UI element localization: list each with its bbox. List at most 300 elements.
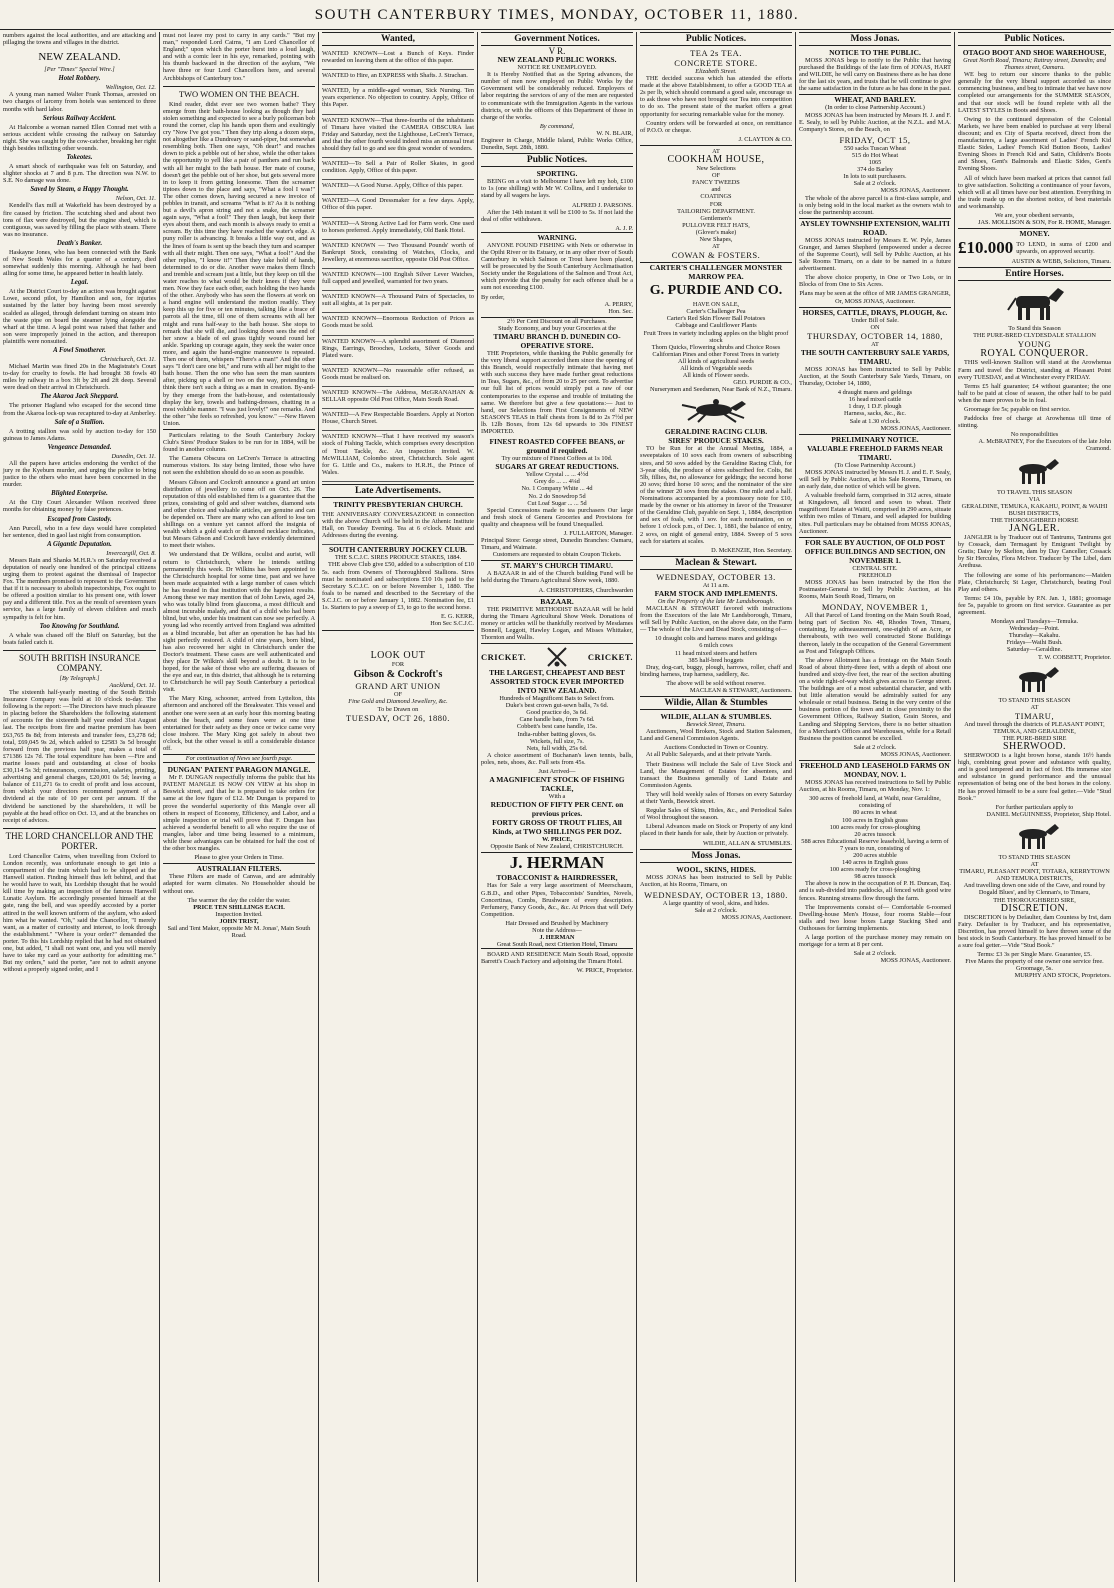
jangler-name: JANGLER. [1009,523,1060,535]
filters-invite: Inspection Invited. [215,910,263,918]
chancellor-title: THE LORD CHANCELLOR AND THE PORTER. [3,828,156,851]
valuable-head: VALUABLE FREEHOLD FARMS NEAR TIMARU. [807,443,943,462]
purdie-item: Californian Pines and other Forest Trees in variety [652,350,780,358]
maclean-stewart-title: Maclean & Stewart. [640,556,792,570]
jockey-paragraph: Particulars relating to the South Canterbury Jockey Club's Sires' Produce Stakes to be run for in 1884, will be found in another column. [163,429,315,453]
trout-flies: FORTY GROSS OF TROUT FLIES, All Kinds, at TWO SHILLINGS PER DOZ. [492,818,622,837]
leasehold-item: 100 acres ready for cross-ploughing [829,823,921,831]
money-ad [958,238,1111,258]
wheat-date: FRIDAY, OCT 15, [839,134,911,145]
thoroughbred-horse-icon [1005,456,1065,486]
government-notices-title: Government Notices. [481,32,633,46]
ms-signature: MACLEAN & STEWART, Auctioneers. [689,687,792,694]
news-byline: [Per "Times" Special Wire.] [44,66,115,74]
discretion-signature: MURPHY AND STOCK, Proprietors. [1014,972,1111,980]
wheat-sample: The whole of the above parcel is a first-class sample, and is only being sold in the local market as the owners wish to close the partnership account. [799,194,951,216]
sugar-list [481,471,633,506]
insurance-date: Auckland, Oct. 11. [109,681,156,689]
valuable-text: MOSS JONAS instructed by Messrs H. J. and E. F. Sealy, will Sell by Public Auction, at his Sale Rooms, Timaru, on an early date, due notice of which will be given. [799,468,951,491]
discretion-text: DISCRETION is by Defaulter, dam Countess by Irst, dam Fairy. Defaulter is by Traducer, and his representative, Discretion, has proved himself to have thrown some of the best stock in South Canterbury. He has proved himself to be a sure foal getter.—Vide "Stud Book." [958,913,1111,949]
wanted-ad [322,180,474,195]
purdie-signature: GEO. PURDIE & CO., [733,379,792,387]
news-title: NEW ZEALAND. [38,51,121,64]
wanted-ad [322,365,474,387]
cricket-choice: A choice assortment of Buchanan's lawn tennis, balls, poles, nets, shoes, &c. Full sets from 45s. [481,751,633,766]
wheat-time: Sale at 2 o'clock. [853,180,897,188]
wool-text: MOSS JONAS has been instructed to Sell by Public Auction, at his Rooms, Timaru, on [640,873,792,888]
ms-item: 385 half-bred hoggets [688,656,744,664]
art-union-ad [322,630,474,723]
filters-title: AUSTRALIAN FILTERS. [163,863,315,873]
trinity-text: THE ANNIVERSARY CONVERSAZIONE in connection with the above Church will be held in the Athenic Institute Hall, on Tuesday Evening. Tea at 6 o'clock. Music and Addresses during the evening. [322,510,474,540]
yc-text: THIS well-known Stallion will stand at the Arowhenua Farm and travel the District, standing at Pleasant Point every TUESDAY, and at Winchester every FRIDAY. [958,359,1111,381]
concrete-text: THE decided success which has attended the efforts made at the above Establishment, to offer a GOOD TEA at 2s per lb, which should command a good sale, encourage us to ask those who have not brought our Tea into competition to do so. The present state of the market offers a great opportunity for securing remarkable value for the money. [640,75,792,118]
news-item-head: Saved by Steam, a Happy Thought. [30,186,129,194]
horses-time: Sale at 1.30 o'clock. [849,417,901,425]
wanted-ad-text: WANTED KNOWN—The Address, McGRANAHAN & SELLAR opposite Old Post Office, Main South Road. [322,389,474,404]
leasehold-list [799,795,951,880]
sires-head: THE S.C.J.C. SIRES PRODUCE STAKES, 1884. [334,554,462,562]
cricket-heading [481,643,633,668]
sires-signature-title: Hon Sec S.C.J.C. [430,620,474,628]
wanted-ad [322,195,474,217]
was-regular: Regular Sales of Skins, Hides, &c., and Periodical Sales of Wool throughout the season. [640,807,792,822]
jangler-day: Thursday—Kakahu. [1008,632,1061,640]
wheat-item: 515 do Hot Wheat [851,151,899,159]
yc-terms: Terms £5 half guarantee; £4 without guarantee; the one half to be paid at close of season, the other half to be paid when the mare proves to be in foal. [958,382,1111,404]
coffee-head: FINEST ROASTED COFFEE BEANS, or ground if required. [489,437,625,456]
just-arrived: Just Arrived— [538,768,576,776]
pullover-line: PULLOVER FELT HATS, [682,221,750,229]
leasehold-text: MOSS JONAS has received instructions to Sell by Public Auction, at his Rooms, Timaru, on Monday, Nov. 1: [799,779,951,794]
leasehold-item: 200 acres stubble [853,851,897,859]
money-amount: £10.000 [958,238,1014,258]
late-ads-title: Late Advertisements. [322,484,474,498]
wanted-ad-text: WANTED KNOWN — Two Thousand Pounds' worth of Bankrupt Stock, consisting of Watches, Clocks, and Jewellery, at enormous sacrifice, opposite Old Post Office. [322,241,474,263]
sporting-signature-2: A. J. P. [615,224,633,232]
cookham-item: COATINGS [700,193,732,201]
insurance-text: The sixteenth half-yearly meeting of the South British Insurance Company was held at 10 o'clock to-day. The following is the report: —The Directors have much pleasure in placing before the Shareholders the following statement of accounts for the sixteenth half year ended 31st August last. The receipts from fire and marine premium has been £63,765 8s 8d; from interests and transfer fees, £3,278 6d; total, £69,045 9s 2d, which added to £2583 3s 5d brought forward from the previous half year, makes a total of £71386 12s 7d. The total expenditure has been —Fire and marine losses paid and outstanding at close of books £30,114 5s 3d; reinsurances, commission, salaries, printing, advertising and general charges, £20,001 0s 5d; leaving a balance of £11,271 6s to credit of profit and loss account, from which your directors recommend payment of a dividend at the rate of 10 per cent per annum. If the dividend be sanctioned by the shareholders, it will be payable at the head office on Oct. 13, and at the branches on receipt of advices. [3,689,156,824]
for-text: FOR [391,661,405,669]
yc-pure: THE PURE-BRED CLYDESDALE STALLION [973,332,1096,340]
discretion-at: AT [1030,861,1039,869]
store-address: Principal Store: George street, Dunedin Branches: Oamaru, Timaru, and Waimate. [481,537,633,552]
jangler-terms: Terms: £4 10s, payable by P.N. Jan. 1, 1881; groomage fee 5s, payable to groom on first service. Guarantee as per agreement. [958,594,1111,616]
bazaar-head: BAZAAR. [481,596,633,606]
news-item-text: Kendell's flax mill at Wakefield has been destroyed by a fire caused by friction. The scutching shed and about two tons of flax were destroyed, but the engine shed, which is contiguous, was saved by filling the place with steam. There was no insurance. [3,202,156,238]
warning-head: WARNING. [481,232,633,242]
purdie-item: All kinds of agricultural seeds [678,357,754,365]
otago-text-3: All of which have been marked at prices that cannot fail to give satisfaction. Soliciting a continuance of your favors, which will at all times have our best attention. Everything in the trade made up on the shortest notice, of best materials and workmanship. [958,174,1111,210]
camera-paragraph: The Camera Obscura on LeCren's Terrace is attracting numerous visitors. Its stay being limited, those who have not seen the exhibition should do so as soon as possible. [163,455,315,477]
special-text: Special Concessions made to tea purchasers Our large and fresh stock of Genera Groceries and Provisions for quality and cheapness will be found Unequalled. [481,506,633,528]
leasehold-item: 98 acres tussock [854,873,896,881]
wanted-ad [322,115,474,158]
beach-title: TWO WOMEN ON THE BEACH. [163,86,315,99]
jangler-tb: THE THOROUGHBRED HORSE [990,516,1079,524]
horses-signature: MOSS JONAS, Auctioneer. [880,424,951,432]
filters-extra: The warmer the day the colder the water. [187,896,291,904]
filters-signature: JOHN TRIST, [219,917,259,925]
geraldine-signature: D. McKENZIE, Hon. Secretary. [711,546,792,554]
moss-jonas-title: Moss Jonas. [799,32,951,46]
concrete-address: Elizabeth Street. [695,68,737,75]
trinity-head: TRINITY PRESBYTERIAN CHURCH. [333,499,463,509]
tea-head: TEA 2s TEA. [690,48,742,58]
news-item-date: Christchurch, Oct. 11. [100,356,156,363]
horses-on: ON [870,323,880,331]
wanted-ad-text: WANTED KNOWN—A Thousand Pairs of Spectacles, to suit all sights, at 1s per pair. [322,293,474,308]
warning-by: By order, [481,293,505,301]
cricket-item: Cobbett's best cane handle, 15s. [516,723,598,731]
otago-text: WE beg to return our sincere thanks to the public generally for the very liberal support accorded us since commencing business, and beg to intimate that we have now completed our arrangements for the SUMMER SEASON, and that our stock will be found replete with all the LATEST STYLES in Boots and Shoes. [958,71,1111,114]
leasehold-improvements: The Improvements consist of— Comfortable 6-roomed Dwelling-house Men's House, four rooms Stable—four stalls and two loose boxes Large Stacking Shed and Outhouses for farming implements. [799,903,951,932]
geraldine-head: GERALDINE RACING CLUB. [664,427,768,437]
news-item-text: The prisoner Hagland who escaped for the second time from the Akaroa lock-up was recaptured to-day at Amberley. [3,402,156,417]
insurance-title: SOUTH BRITISH INSURANCE COMPANY. [3,650,156,673]
sherwood-name: SHERWOOD. [1002,741,1067,753]
concrete-head: CONCRETE STORE. [674,58,758,68]
mangle-text: Mr F. DUNGAN respectfully informs the public that his PATENT MANGLE IS NOW ON VIEW at his shop in Beswick street, and that he is prepared to take orders for same at the low figure of £12. Mr Dungan is prepared to prove the wonderful superiority of this Mangle over all others in respect of Economy, Efficiency, and Labor, and a simple inspection or trial will prove that F. Dungan has achieved a wonderful benefit to all who require the use of mangles, labor and time being lessened to a minimum, while these advantages can be obtained for half the cost of the other box mangles. [163,774,315,853]
fullarton-signature: J. FULLARTON, Manager. [563,529,633,537]
horses-item: 4 draught mares and geldings [837,389,913,397]
draw-date: TUESDAY, OCT 26, 1880. [346,712,450,723]
otago-text-4: We are, your obedient servants, [994,211,1075,219]
herman-note: Note the Address— [532,926,582,934]
money-text: TO LEND, in sums of £200 and upwards, on approved security. [1016,241,1111,256]
purdie-item: All kinds of Vegetable seeds [680,365,752,372]
post-office-desc: All that Parcel of Land fronting on the Main South Road, being part of Section No. 48, Rhodes Town, Timaru, containing, by admeasurement, one-eighth of an Acre, or thereabouts, with two well constructed Stone Buildings thereon, lately in the occupation of the General Government as Post and Telegraph Offices. [799,612,951,655]
news-item-date: Nelson, Oct. 11. [115,195,156,203]
wanted-ad-text: WANTED—A Few Respectable Boarders. Apply at Norton House, Church Street. [322,411,474,426]
of-text: OF [393,691,403,699]
horses-list [799,389,951,417]
news-item-text: At Halcombe a woman named Ellen Conrad met with a serious accident while crossing the railway on Saturday night. She was caught by the cow-catcher, breaking her right thigh besides inflicting other wounds. [3,123,156,152]
column-2 [160,32,318,1582]
horses-item: Harness, sacks, &c., &c. [844,410,906,418]
wanted-ad-text: WANTED to Hire, an EXPRESS with Shafts. J. Strachan. [322,72,468,80]
horses-yards: THE SOUTH CANTERBURY SALE YARDS, TIMARU. [800,347,950,366]
warning-signature-title: Hon. Sec. [608,307,633,315]
yc-paddock: Paddocks free of charge at Arowhenua till time of stinting. [958,415,1111,430]
discretion-tb: THE THOROUGHBRED SIRE, [993,896,1076,904]
was-business: Their Business will include the Sale of Live Stock and Land, the Management of Estates for absentees, and transact the Business generally of Land Estate and Commission Agents. [640,760,792,789]
preliminary-notice: PRELIMINARY NOTICE. [799,434,951,444]
cowan-line: COWAN & FOSTERS. [671,250,761,261]
cricket-item: Cane handle bats, from 7s 6d. [519,716,595,724]
column-4 [478,32,636,1582]
horses-text: MOSS JONAS has been instructed to Sell by Public Auction, at the South Canterbury Sale Yards, Timaru, on Thursday, October 14, 1880, [799,365,951,388]
wool-signature: MOSS JONAS, Auctioneer. [721,913,792,921]
post-office-desc-2: The above Allotment has a frontage on the Main South Road of about thirty-three feet, with a depth of about one hundred and sixty-five feet, the rear of the section abutting on a wide right-of-way which gives access to George street. The buildings are of a most substantial character, and with but little alteration would be admirably suited for any wholesale or retail business. Being in the very centre of the business portion of the town and in close proximity to the Government Offices, Railway Station, Grain Stores, and Landing and Shipping Services, there is no better situation for a Merchant's Offices and Warehouses, while for a Retail Business the position cannot be excelled. [799,656,951,742]
bazaar-text: THE PRIMITIVE METHODIST BAZAAR will be held during the Timaru Agricultural Show Week. Donations of money or articles will be thankfully received by Mesdames Bonnell, Leggott, Hawley Logan, and Misses Whittaker, Thornton and Wallis. [481,605,633,641]
mangle-call: Please to give your Orders in Time. [194,854,284,862]
aysley-head: AYSLEY TOWNSHIP EXTENSION, WALITI ROAD. [800,218,950,237]
was-address: Beswick Street, Timaru. [686,721,746,729]
cricket-item: Good practice do, 3s 6d. [526,709,588,717]
chancellor-text: Lord Chancellor Cairns, when travelling from Oxford to London recently, was unfortunate enough to get into a compartment of the train which had to be slipped at the Hanwell station. Finding himself thus left behind, and that he would have to wait, his Lordship thought that he would kill time by making an inspection of the famous Hanwell Lunatic Asylum. He accordingly presented himself at the gate, rang the bell, and was speedily accosted by a porter attired in the well known uniform of the asylum, who asked him what he wanted. "Oh," said the Chancellor, "I merely want, as a matter of curiosity and interest, to look through the establishment." "Where is your order?" demanded the porter. To this his Lordship replied that he had not obtained one, but added, "I shall not want one, and you will merely have to take my card as your authority for admitting me." But my orders," said the porter, "are not to admit anyone without a properly signed order, and I [3,852,156,974]
coop-head: TIMARU BRANCH D. DUNEDIN CO-OPERATIVE STORE. [493,332,621,350]
geraldine-sub: SIRES' PRODUCE STAKES. [668,436,764,446]
news-item-text: Messrs Rain and Shanks M.H.R.'s on Saturday received a deputation of nearly one hundred of the principal citizens urging them to protest against the dismissal of Inspector Fox. The members promised to represent to the Government that if it is necessary to abolish inspectorships, Fox ought to be offered a position similar to his present one, with lower pay and a different title. Fox as the result of seventeen years service, has a large family of eleven children and much sympathy is felt for him. [3,556,156,621]
leasehold-item: 20 acres tussock [854,830,896,838]
leasehold-item: 100 acres ready for cross-ploughing [829,866,921,874]
wheat-item: 374 do Barley [857,166,893,174]
cricket-head: THE LARGEST, CHEAPEST AND BEST ASSORTED STOCK EVER IMPORTED INTO NEW ZEALAND. [489,668,625,696]
was-conducted: Auctions Conducted in Town or Country. [664,744,768,752]
sherwood-pure: THE PURE-BRED SIRE [1002,735,1067,742]
horses-head: HORSES, CATTLE, DRAYS, PLOUGH, &c. [799,307,951,317]
column-1 [0,32,159,1582]
sccj-head: SOUTH CANTERBURY JOCKEY CLUB. [329,545,467,555]
discretion-travel: And travelling down one side of the Cave, and round by Dogald Blues', and by Clennan's, to Timaru, [963,882,1106,897]
herman-address: Great South Road, next Criterion Hotel, Timaru [496,941,618,949]
discretion-horse-icon [1005,821,1065,851]
public-works-signature-title: Engineer in Charge, Middle Island, Public Works Office, Dunedin, Sept. 28th, 1880. [481,137,633,152]
ms-dray: Dray, dog-cart, buggy, plough, harrows, roller, chaff and binding harness, trap harness, saddlery, &c. [640,663,792,678]
sugar-item: Cut Loaf Sugar ... ... 5d [527,499,587,507]
cookham-at: AT [712,147,720,155]
yc-young: YOUNG [1017,339,1052,350]
was-yards: At all Public Saleyards, and at their private Yards. [646,751,772,759]
discretion-five: Five Mares the property of one owner one service free. [965,958,1104,966]
wanted-ad [322,269,474,291]
cowan-at: AT [712,243,720,251]
was-text: Auctioneers, Wool Brokers, Stock and Station Salesmen, Land and General Commission Agents. [640,728,792,743]
news-item-head: Vengeance Demanded. [47,443,112,451]
news-item-head: A Fowl Smotherer. [53,347,106,354]
leasehold-signature: MOSS JONAS, Auctioneer. [880,957,951,965]
jangler-via: VIA [1028,495,1041,503]
ms-text: MACLEAN & STEWART favored with instructions from the Executors of the late Mr Landsborough, Timaru, will Sell by Public Auction, on the above date, on the Farm— The whole of the Live and Dead Stock, consisting of— [640,604,792,634]
coupons-line: Customers are requested to obtain Coupon Tickets. [492,551,622,559]
yc-name: ROYAL CONQUEROR. [980,348,1089,360]
warning-signature: A. PERRY, [604,300,633,308]
post-office-head: FOR SALE BY AUCTION, OF OLD POST OFFICE BUILDINGS AND SECTION, ON NOVEMBER 1. [799,537,951,565]
aysley-desc: The above choice property, in One or Two Lots, or in Blocks of from One to Six Acres. [799,274,951,289]
ms-date: WEDNESDAY, OCTOBER 13. [656,571,776,582]
shapes-line: New Shapes, [699,235,733,243]
news-item-date: Wellington, Oct. 12. [105,84,156,92]
news-item-head: Blighted Enterprise. [51,490,108,498]
herman-text: Has for Sale a very large assortment of Meerschaum, G.B.D., and other Pipes, Tobacconists' Sundries, Novels, Concertinas, Combs, Brushware of every description. Perfumery, Fancy Goods, &c., &c. At Prices that will Defy Competition. [481,882,633,918]
wanted-ad-text: WANTED—A Good Nurse. Apply, Office of this paper. [322,182,463,190]
ms-item: 6 milch cows [699,642,733,650]
st-marys-signature: A. CHRISTOPHERS, Churchwarden [538,586,633,594]
horses-item: 1 dray, 1 D.F. plough [848,403,902,411]
sherwood-travel: And travel through the districts of PLEASANT POINT, TEMUKA, AND GERALDINE, [964,720,1105,735]
wanted-ad-text: WANTED, by a middle-aged woman, Sick Nursing. Ten years experience. No objection to country. Apply, Office of this Paper. [322,87,474,109]
price-signature: W. PRICE, [541,836,573,844]
wanted-ad [322,431,474,482]
public-notices-title-2: Public Notices. [640,32,792,46]
purdie-head: G. PURDIE AND CO. [649,283,783,299]
clydesdale-horse-icon [1000,284,1070,322]
leasehold-desc: The above is now in the occupation of P. H. Duncan, Esq. and is sub-divided into paddocks, all fenced with good wire fences. Running streams flow through the farm. [799,880,951,902]
cricket-right: CRICKET. [587,652,633,663]
otago-address: Great North Road, Timaru; Rattray street, Dunedin; and Thames street, Oamaru. [963,57,1106,72]
jewellery-text: Fine Gold and Diamond Jewellery, &c. [348,698,448,706]
wanted-ad-text: WANTED KNOWN—Enormous Reduction of Prices as Goods must be sold. [322,315,474,330]
ms-head: FARM STOCK AND IMPLEMENTS. [654,588,778,598]
purdie-item: Carter's Red Skin Flower Ball Potatoes [666,315,766,323]
leasehold-mortgage: A large portion of the purchase money may remain on mortgage for a term at 8 per cent. [799,934,951,949]
jangler-days [958,618,1111,653]
was-weekly: They will hold weekly sales of Horses on every Saturday at their Yards, Beswick street. [640,790,792,806]
valuable-desc: A valuable freehold farm, comprised in 312 acres, situate at Kingsdown, all fenced and sown to wheat. Their magnificent Estate at Waiiti, comprised in 290 acres, situate within two miles of Timaru, and well adapted for building sites. Full particulars may be obtained from MOSS JONAS, Auctioneer. [799,492,951,535]
jangler-day: Fridays—Waihi Bush. [1006,639,1063,647]
sherwood-timaru: TIMARU, [1014,710,1055,721]
sporting-signature: ALFRED J. PARSONS. [571,201,633,209]
glovers-line: (Glover's make) [695,228,737,236]
notice-head: NOTICE TO THE PUBLIC. [829,48,921,57]
freehold-line: FREEHOLD [858,571,892,579]
wool-head: WOOL, SKINS, HIDES. [676,864,756,874]
yc-stand: To Stand this Season [1008,325,1061,333]
drawn-text: To be Drawn on [377,705,419,713]
cricket-item: Duke's best crown gut-sewn balls, 7s 6d. [505,702,609,710]
purdie-item: Cabbage and Cauliflower Plants [675,322,757,330]
wanted-ad-text: WANTED—A Strong Active Lad for Farm work. One used to horses preferred. Apply immediately, Old Bank Hotel. [322,219,474,234]
horses-date: THURSDAY, OCTOBER 14, 1880, [807,330,943,341]
continuation-note: For continuation of News see fourth page. [163,754,315,763]
sugar-item: No. 2 do Snowdrop 5d [528,492,586,500]
wanted-ad [322,48,474,70]
news-item-text: Michael Martin was fined 20s in the Magistrate's Court to-day for cruelty to fowls. He had brought 38 fowls 40 miles by railway in a box 3ft by 2ft and 2ft deep. Several were dead on their arrival in Christchurch. [3,363,156,392]
gibson-name: Gibson & Cockroft's [353,669,443,681]
herman-signature: J. HERMAN [539,934,575,942]
post-office-date: MONDAY, NOVEMBER 1, [821,602,929,613]
column-5 [637,32,795,1582]
trinity-ad [322,509,474,545]
coffee-text: Try our mixture of Finest Coffees at 1s 10d. [501,455,613,463]
sires-text: THE above Club give £50, added to a subscription of £10 5s. each from Owners of Thoroughbred Stallions. Sires must be nominated and subscriptions £10 10s paid to the Secretary S.C.J.C. on or before November 1, 1880. The foals to be named and described to the Secretary of the S.C.J.C. on or before January 1, 1882. Nomination fee, £1 1s. Starters to pay a sweep of £3, to go to the second horse. [322,561,474,611]
purdie-item: All kinds of Flower seeds. [682,372,750,380]
jangler-day: Mondays and Tuesdays—Temuka. [990,618,1079,626]
news-items [3,75,156,646]
board-signature: W. PRICE, Proprietor. [576,967,633,975]
news-item-text: A smart shock of earthquake was felt on Saturday, and slighter shocks at 7 and 8 p.m. The direction was N.W. to S.E. No damage was done. [3,163,156,185]
discretion-stand: TO STAND THIS SEASON [998,853,1071,861]
ms-item: 10 draught colts and harness mares and geldings [655,635,777,643]
sherwood-at: AT [1030,703,1039,711]
fishing-with: With a [548,793,566,801]
wheat-list [799,145,951,173]
news-item-head: Legal. [70,279,89,287]
purdie-item: Fruit Trees in variety including apples on the blight proof stock [643,329,789,344]
wildie-allan-title: Wildie, Allan & Stumbles [640,696,792,710]
cookham-head: COOKHAM HOUSE, [667,154,765,166]
wanted-ad-text: WANTED KNOWN—100 English Silver Lever Watches, full capped and jewelled, warranted for two years. [322,270,474,286]
cricket-item: Nets, full width, 25s 6d. [526,744,588,752]
discretion-groom: Groomage, 5s. [1016,965,1053,973]
news-item-text: All the papers have articles endorsing the verdict of the jury re the Kyeburn murder, and urging the police to bring justice to the others who must have been concerned in the murder. [3,459,156,489]
racehorse-icon [676,396,756,424]
masthead: SOUTH CANTERBURY TIMES, MONDAY, OCTOBER 11, 1880. [0,0,1114,30]
yc-groom: Groomage fee 5s; payable on first service. [964,406,1071,413]
herman-head: J. HERMAN [481,852,633,873]
cookham-item: New Selections [696,165,736,173]
post-office-signature: MOSS JONAS, Auctioneer. [880,750,951,758]
discount-line: 2½ Per Cent Discount on all Purchases. [481,317,633,325]
purdie-list [640,308,792,379]
jangler-places: GERALDINE, TEMUKA, KAKAHU, POINT, & WAIHI BUSH DISTRICTS, [961,502,1108,517]
news-item-text: A whale was chased off the Bluff on Saturday, but the boats failed catch it. [3,631,156,646]
notice-text: MOSS JONAS begs to notify to the Public that having purchased the Buildings of the late firm of JONAS, HART and WILDIE, he will carry on Business there as he has done for the last six years, and trusts that he will continue to give the same satisfaction in the future as he has done in the past. [799,57,952,93]
post-office-text: MOSS JONAS has been instructed by the Hon the Postmaster-General to Sell by Public Auction, at his Rooms, Main South Road, Timaru, on [799,578,951,601]
news-item-text: A trotting stallion was sold by auction to-day for 150 guineas to James Adams. [3,427,156,442]
jangler-day: Wednesday—Point. [1009,625,1060,633]
public-works-by: By command, [539,122,575,130]
study-line: Study Economy, and buy your Groceries at the [498,324,616,332]
wheat-head: WHEAT, AND BARLEY. [799,94,951,104]
sugar-item: Grey do ... ... 4¼d [534,478,580,486]
cookham-item: FOR [709,200,723,208]
discretion-name: DISCRETION. [1000,902,1069,914]
post-office-time: Sale at 2 o'clock. [853,743,897,751]
money-signature: AUSTIN & WEBB, Solicitors, Timaru. [1011,258,1111,266]
carters-head: CARTER'S CHALLENGER MONSTER MARROW PEA. [640,262,792,281]
cookham-ad [640,145,792,260]
cricket-left: CRICKET. [481,652,527,663]
wanted-ad-text: WANTED KNOWN—That three-fourths of the inhabitants of Timaru have visited the CAMERA OBSCURA last Friday and Saturday, next the Lighthouse, LeCren's Terrace, and that the other fourth would indeed miss an unusual treat should they fail to go and see this great wonder of wonders. [322,116,474,152]
wanted-ad-text: WANTED KNOWN—A splendid assortment of Diamond Rings, Earrings, Brooches, Lockets, Silver Goods and Plated ware. [322,337,474,359]
wanted-ad [322,240,474,269]
wanted-ad [322,409,474,431]
purdie-item: Carter's Challenger Pea [686,308,746,316]
news-item-head: Hotel Robbery. [58,75,101,83]
filters-price: PRICE TEN SHILLINGS EACH. [193,903,285,911]
lookout-text: LOOK OUT [370,650,426,662]
horses-bill: Under Bill of Sale. [851,316,899,324]
horses-at: AT [871,340,879,348]
ms-time: At 11 a.m. [702,581,730,589]
wanted-ad [322,336,474,365]
news-item-date: Dunedin, Oct. 11. [111,452,156,460]
was-head: WILDIE, ALLAN & STUMBLES. [660,712,772,722]
leasehold-item: 588 acres Educational Reserve leasehold, having a term of 7 years to run, consisting of [801,837,949,852]
herman-trade: TOBACCONIST & HAIRDRESSER, [496,873,618,883]
news-item-date: Invercargill, Oct. 8. [106,549,156,557]
wool-time: Sale at 2 o'clock. [694,906,738,914]
was-signature: WILDIE, ALLAN & STUMBLES. [702,839,792,847]
wheat-text: MOSS JONAS has been instructed by Messrs H. J. and F. E. Sealy, to sell by Public Auction, at the N.Z.L. and M.A. Company's Stores, on the Beach, on [799,111,951,133]
leasehold-item: 300 acres of freehold land, at Waihi, near Geraldine, consisting of [809,795,941,810]
leasehold-item: 80 acres in wheat [853,809,897,817]
public-works-sub: NOTICE RE UNEMPLOYED. [517,64,597,72]
wanted-ad [322,291,474,313]
column-3 [319,32,477,1582]
was-liberal: Liberal Advances made on Stock or Property of any kind placed in their hands for sale, their by Auction or privately. [640,823,792,838]
leasehold-time: Sale at 2 o'clock. [853,950,897,958]
mary-king-paragraph: The Mary King, schooner, arrived from Lyttelton, this afternoon and anchored off the Breakwater. This vessel and another one were seen at an early hour this morning beating about the beach, and some fears were at one time entertained for their safety as they once or twice came very close inshore. The Mary King got safely in about two o'clock, but the other vessel is still a considerable distance off. [163,695,315,752]
leasehold-item: 140 acres in English grass [842,859,908,867]
wanted-ad-text: WANTED—A Good Dressmaker for a few days. Apply, Office of this paper. [322,197,474,212]
sherwood-text: SHERWOOD is a light brown horse, stands 16½ hands high, combining great power and substance with quality, and is good tempered and in fact of foot. His immense size and substance in grand performance and the unusual representation of being one of the best horses in the colony. He has proved himself to be a sure foal getter.—Vide "Stud Book." [958,752,1111,802]
public-notices-title-3: Public Notices. [958,32,1111,46]
wheat-item: 550 sacks Tuscan Wheat [844,144,906,152]
wanted-ad-text: WANTED KNOWN—Lost a Bunch of Keys. Finder rewarded on leaving them at the office of this paper. [322,50,474,65]
news-item-text: At the District Court to-day an action was brought against Lowe, second pilot, by Hamilton and son, for injuries sustained by the latter boy having been most severely scalded as alleged, through defendant turning on steam into the waste pipe on board the steamer lying alongside the wharf at the time. A legal point was raised that father and son were improperly joined in the action, and thereupon plaintiffs were nonsuited. [3,288,156,345]
sherwood-particulars: For further particulars apply to [995,803,1074,811]
wanted-ad [322,313,474,335]
cookham-item: OF [711,172,721,180]
st-marys-head: ST. MARY'S CHURCH TIMARU. [481,560,633,570]
purdie-sub: HAVE ON SALE, [692,301,740,309]
jangler-day: Saturday—Geraldine. [1006,646,1063,654]
discretion-terms: Terms: £3 3s per Single Mare. Guarantee, £5. [977,951,1092,959]
cookham-item: and [711,186,721,194]
